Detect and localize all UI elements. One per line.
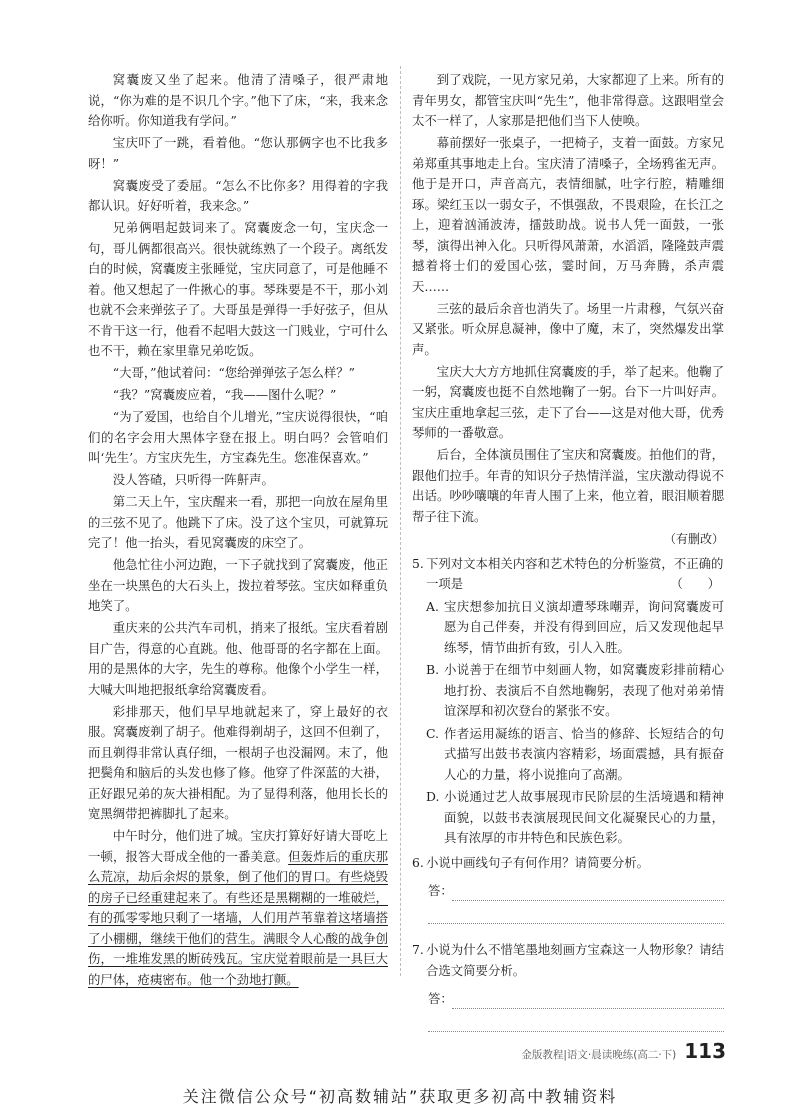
answer-line[interactable]	[452, 993, 724, 1009]
question-5	[412, 554, 724, 595]
question-text: 小说为什么不惜笔墨地刻画方宝森这一人物形象？请结合选文简要分析。	[426, 942, 724, 978]
source-note: （有删改）	[663, 532, 724, 546]
answer-parentheses: （ ）	[670, 576, 720, 591]
answer-row	[428, 879, 724, 901]
answer-area-7[interactable]	[412, 987, 724, 1032]
question-line	[426, 574, 724, 595]
paragraph: 宝庆大大方方地抓住窝囊废的手，举了起来。他鞠了一躬，窝囊废也挺不自然地鞠了一躬。台下一片叫好声。宝庆庄重地拿起三弦，走下了台——这是对他大哥，优秀琴师的一番敬意。	[412, 363, 724, 440]
underlined-end-sentence: 他一个劲地打颤。	[199, 971, 299, 987]
question-text: 下列对文本相关内容和艺术特色的分析鉴赏，不正确的	[426, 555, 724, 571]
option-letter: A.	[426, 598, 439, 614]
answer-label: 答：	[428, 990, 453, 1006]
paragraph: 兄弟俩唱起鼓词来了。窝囊废念一句，宝庆念一句，哥儿俩都很高兴。很快就练熟了一个段子。离纸发白的时候，窝囊废主张睡觉，宝庆同意了，可是他睡不着。他又想起了一件揪心的事。琴珠要是不干，那小刘也就不会来弹弦子了。大哥虽是弹得一手好弦子，但从不肯干这一行，他看不起唱大鼓这一门贱业，宁可什么也不干，赖在家里靠兄弟吃饭。	[88, 220, 388, 358]
left-column	[88, 70, 388, 992]
answer-label: 答：	[428, 882, 453, 898]
paragraph: 他急忙往小河边跑，一下子就找到了窝囊废，他正坐在一块黑色的大石头上，拨拉着琴弦。宝庆如释重负地笑了。	[88, 557, 388, 613]
answer-line[interactable]	[428, 901, 724, 924]
option-a	[412, 597, 724, 659]
question-number: 6.	[412, 854, 424, 870]
column-divider	[400, 66, 401, 976]
paragraph: 幕前摆好一张桌子，一把椅子，支着一面鼓。方家兄弟郑重其事地走上台。宝庆清了清嗓子，全场鸦雀无声。他于是开口，声音高亢，表情细腻，吐字行腔，精雕细琢。梁红玉以一弱女子，不惧强敌，不畏艰险，在长江之上，迎着汹涌波涛，擂鼓助战。说书人凭一面鼓，一张琴，演得出神入化。只听得风萧萧，水滔滔，隆隆鼓声震撼着将士们的爱国心弦，霎时间，万马奔腾，杀声震天……	[412, 135, 724, 294]
option-c	[412, 724, 724, 786]
underlined-sentence: 但轰炸后的重庆那么荒凉，劫后余烬的景象，倒了他们的胃口。有些烧毁的房子已经重建起来了。有些还是黑糊糊的一堆破烂，有的孤零零地只剩了一堵墙，人们用芦苇靠着这堵墙搭了小棚棚，继续干他们的营生。满眼令人心酸的战争创伤，一堆堆发黑的断砖残瓦。宝庆觉着眼前是一具巨大的尸体，疮痍密布。	[88, 848, 389, 987]
option-letter: D.	[426, 789, 440, 804]
right-column	[412, 70, 724, 1032]
paragraph-with-underline	[88, 826, 388, 990]
promo-banner: 关注微信公众号“初高数辅站”获取更多初高中教辅资料	[182, 1087, 618, 1106]
spacer	[412, 924, 724, 938]
question-text: 小说中画线句子有何作用？请简要分析。	[426, 854, 650, 870]
option-letter: C.	[426, 725, 439, 741]
option-b	[412, 660, 724, 722]
paragraph: 到了戏院，一见方家兄弟，大家都迎了上来。所有的青年男女，都管宝庆叫“先生”，他非常得意。这跟唱堂会太不一样了，人家那是把他们当下人使唤。	[412, 72, 724, 128]
answer-line[interactable]	[452, 885, 724, 901]
question-text: 一项是	[426, 576, 464, 591]
paragraph: 窝囊废又坐了起来。他清了清嗓子，很严肃地说，“你为难的是不识几个字。”他下了床，“来，我来念给你听。你知道我有学问。”	[88, 72, 388, 128]
page-footer	[0, 1039, 726, 1063]
paragraph: 后台，全体演员围住了宝庆和窝囊废。拍他们的背，跟他们拉手。年青的知识分子热情洋溢，宝庆激动得说不出话。吵吵嚷嚷的年青人围了上来，他立着，眼泪顺着腮帮子往下流。	[412, 447, 724, 524]
answer-area-6[interactable]	[412, 879, 724, 924]
option-text: 小说善于在细节中刻画人物，如窝囊废彩排前精心地打扮、表演后不自然地鞠躬，表现了他对弟弟情谊深厚和初次登台的紧张不安。	[444, 662, 724, 718]
question-7	[412, 940, 724, 981]
paragraph: “大哥，”他试着问：“您给弹弹弦子怎么样？”	[112, 365, 355, 380]
footer-source: 金版教程|语文·晨读晚练(高二·下)	[521, 1049, 677, 1061]
paragraph: 彩排那天，他们早早地就起来了，穿上最好的衣服。窝囊废剃了胡子。他难得剃胡子，这回不但剃了，而且剃得非常认真仔细，一根胡子也没漏网。末了，他把鬓角和脑后的头发也修了修。他穿了件深蓝的大褂，正好跟兄弟的灰大褂相配。为了显得利落，他用长长的宽黑绸带把裤脚扎了起来。	[88, 703, 388, 821]
option-text: 小说通过艺人故事展现市民阶层的生活境遇和精神面貌，以鼓书表演展现民间文化凝聚民心的力量，具有浓厚的市井特色和民族色彩。	[444, 789, 724, 845]
paragraph: 第二天上午，宝庆醒来一看，那把一向放在屋角里的三弦不见了。他跳下了床。没了这个宝贝，可就算玩完了！他一抬头，看见窝囊废的床空了。	[88, 494, 388, 550]
answer-line[interactable]	[428, 1009, 724, 1032]
paragraph: 三弦的最后余音也消失了。场里一片肃穆，气氛兴奋又紧张。听众屏息凝神，像中了魔，末了，突然爆发出掌声。	[412, 300, 724, 357]
answer-row	[428, 987, 724, 1009]
question-6	[412, 853, 724, 874]
text-span: 中午时分，他们进了城。宝庆打算好好请大哥吃上一顿，报答大哥成全他的一番美意。	[88, 828, 388, 864]
option-d	[412, 787, 724, 849]
question-number: 5.	[412, 555, 424, 571]
paragraph: “我？”窝囊废应着，“我——图什么呢？”	[112, 387, 337, 402]
page-number: 113	[684, 1039, 726, 1063]
paragraph: 没人答碴，只听得一阵鼾声。	[112, 472, 274, 487]
option-letter: B.	[426, 662, 440, 677]
paragraph: 重庆来的公共汽车司机，捎来了报纸。宝庆看着剧目广告，得意的心直跳。他、他哥哥的名字都在上面。用的是黑体的大字，先生的尊称。他像个小学生一样，大喊大叫地把报纸拿给窝囊废看。	[88, 620, 388, 697]
paragraph: “为了爱国，也给自个儿增光，”宝庆说得很快，“咱们的名字会用大黑体字登在报上。明白吗？会管咱们叫‘先生’。方宝庆先生，方宝森先生。您准保喜欢。”	[88, 409, 388, 465]
option-text: 宝庆想参加抗日义演却遭琴珠嘲弄，询问窝囊废可愿为自己伴奏，并没有得到回应，后又发现他起早练琴，情节曲折有致，引人入胜。	[444, 598, 724, 655]
paragraph: 窝囊废受了委屈。“怎么不比你多？用得着的字我都认识。好好听着，我来念。”	[88, 177, 388, 213]
option-text: 作者运用凝练的语言、恰当的修辞、长短结合的句式描写出鼓书表演内容精彩，场面震撼，具有振奋人心的力量，将小说推向了高潮。	[444, 725, 724, 782]
question-number: 7.	[412, 942, 424, 957]
paragraph: 宝庆吓了一跳，看着他。“您认那俩字也不比我多呀！”	[88, 135, 388, 171]
